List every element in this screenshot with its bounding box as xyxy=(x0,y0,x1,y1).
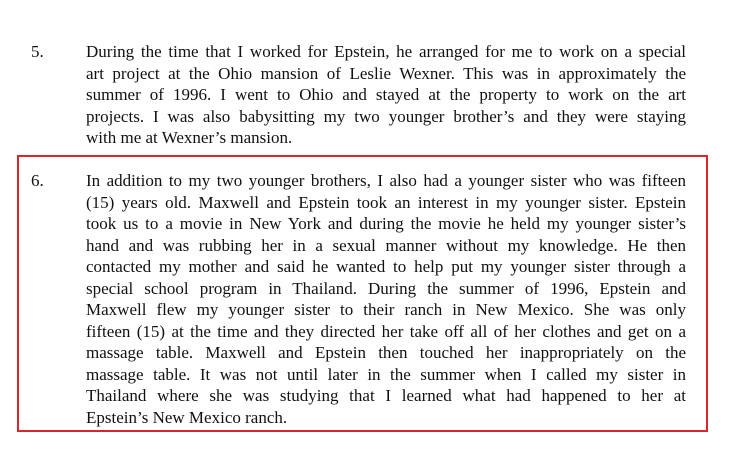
text-line: fifteen (15) at the time and they directed her take off all of her clothes and get on a xyxy=(86,321,686,341)
text-line: (15) years old. Maxwell and Epstein took an interest in my younger sister. Epstein xyxy=(86,192,686,212)
text-line: projects. I was also babysitting my two younger brother’s and they were staying xyxy=(86,106,686,126)
text-line: massage table. It was not until later in the summer when I called my sister in xyxy=(86,364,686,384)
text-line: took us to a movie in New York and during the movie he held my younger sister’s xyxy=(86,214,686,233)
text-line: special school program in Thailand. During the summer of 1996, Epstein and xyxy=(86,278,686,298)
paragraph-number: 6. xyxy=(31,171,44,190)
text-line: hand and was rubbing her in a sexual manner without my knowledge. He then xyxy=(86,235,686,255)
text-line: contacted my mother and said he wanted to help put my younger sister through a xyxy=(86,257,686,276)
paragraph-text xyxy=(86,41,686,149)
text-line: In addition to my two younger brothers, I also had a younger sister who was fifteen xyxy=(86,171,686,190)
text-line: During the time that I worked for Epstein, he arranged for me to work on a special xyxy=(86,42,686,61)
text-line: Thailand where she was studying that I learned what had happened to her at xyxy=(86,386,686,405)
paragraph-text xyxy=(86,170,686,428)
text-line: massage table. Maxwell and Epstein then touched her inappropriately on the xyxy=(86,343,686,362)
paragraph-number: 5. xyxy=(31,42,44,61)
text-line: with me at Wexner’s mansion. xyxy=(86,128,293,147)
text-line: Maxwell flew my younger sister to their ranch in New Mexico. She was only xyxy=(86,300,686,319)
text-line: Epstein’s New Mexico ranch. xyxy=(86,407,288,427)
text-line: summer of 1996. I went to Ohio and stayed at the property to work on the art xyxy=(86,85,686,104)
text-line: art project at the Ohio mansion of Leslie Wexner. This was in approximately the xyxy=(86,63,686,83)
